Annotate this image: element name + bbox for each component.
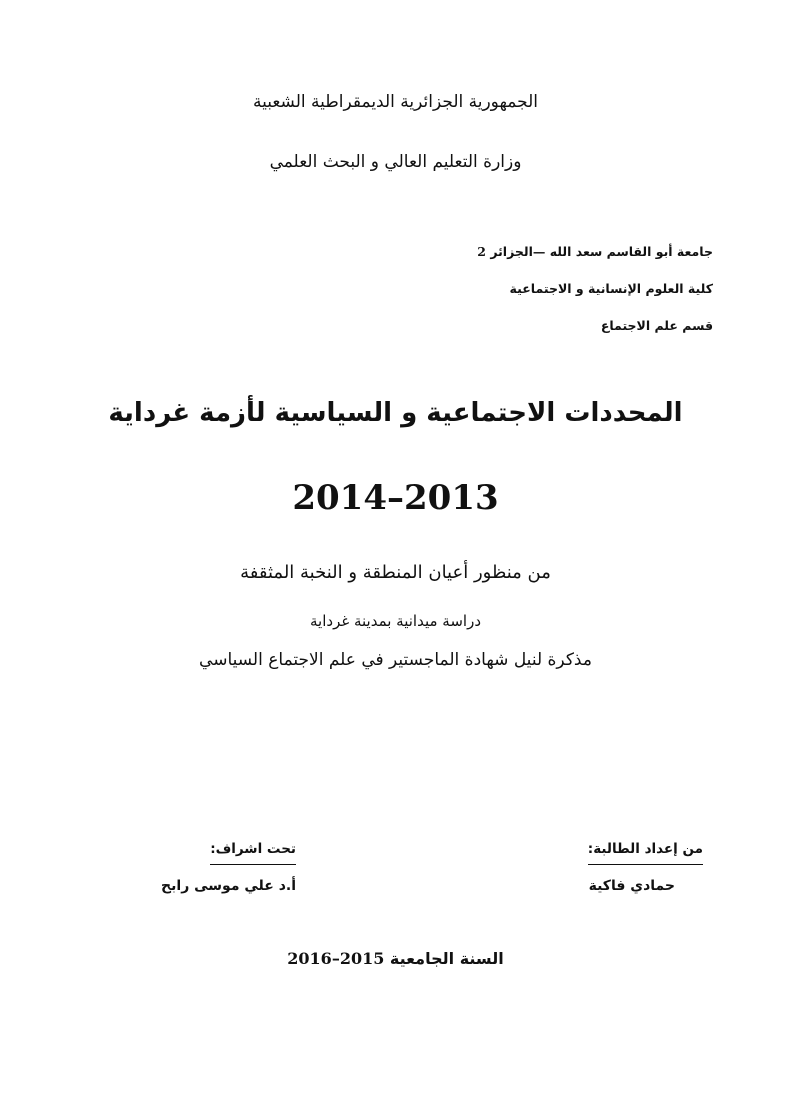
department-line: قسم علم الاجتماع (600, 318, 713, 333)
faculty-line: كلية العلوم الإنسانية و الاجتماعية (509, 281, 713, 296)
ministry-line: وزارة التعليم العالي و البحث العلمي (269, 152, 522, 172)
supervisor-heading: تحت اشراف: (210, 841, 296, 865)
student-section (588, 841, 703, 894)
republic-line: الجمهورية الجزائرية الديمقراطية الشعبية (252, 92, 539, 112)
university-line: جامعة أبو القاسم سعد الله —الجزائر 2 (477, 244, 713, 259)
student-name: حمادي فاكية (588, 878, 675, 894)
thesis-main-title: المحددات الاجتماعية و السياسية لأزمة غرداية (108, 398, 683, 428)
field-study-subtitle: دراسة ميدانية بمدينة غرداية (310, 612, 481, 630)
supervisor-name: أ.د علي موسى رابح (161, 878, 296, 894)
thesis-type-line: مذكرة لنيل شهادة الماجستير في علم الاجتماع السياسي (199, 650, 592, 670)
academic-year-line: السنة الجامعية 2015–2016 (287, 949, 504, 968)
institution-block (477, 233, 713, 344)
student-heading: من إعداد الطالبة: (588, 841, 703, 865)
supervisor-section (161, 841, 296, 894)
perspective-subtitle: من منظور أعيان المنطقة و النخبة المثقفة (240, 562, 551, 583)
thesis-years: 2013–2014 (292, 478, 499, 518)
